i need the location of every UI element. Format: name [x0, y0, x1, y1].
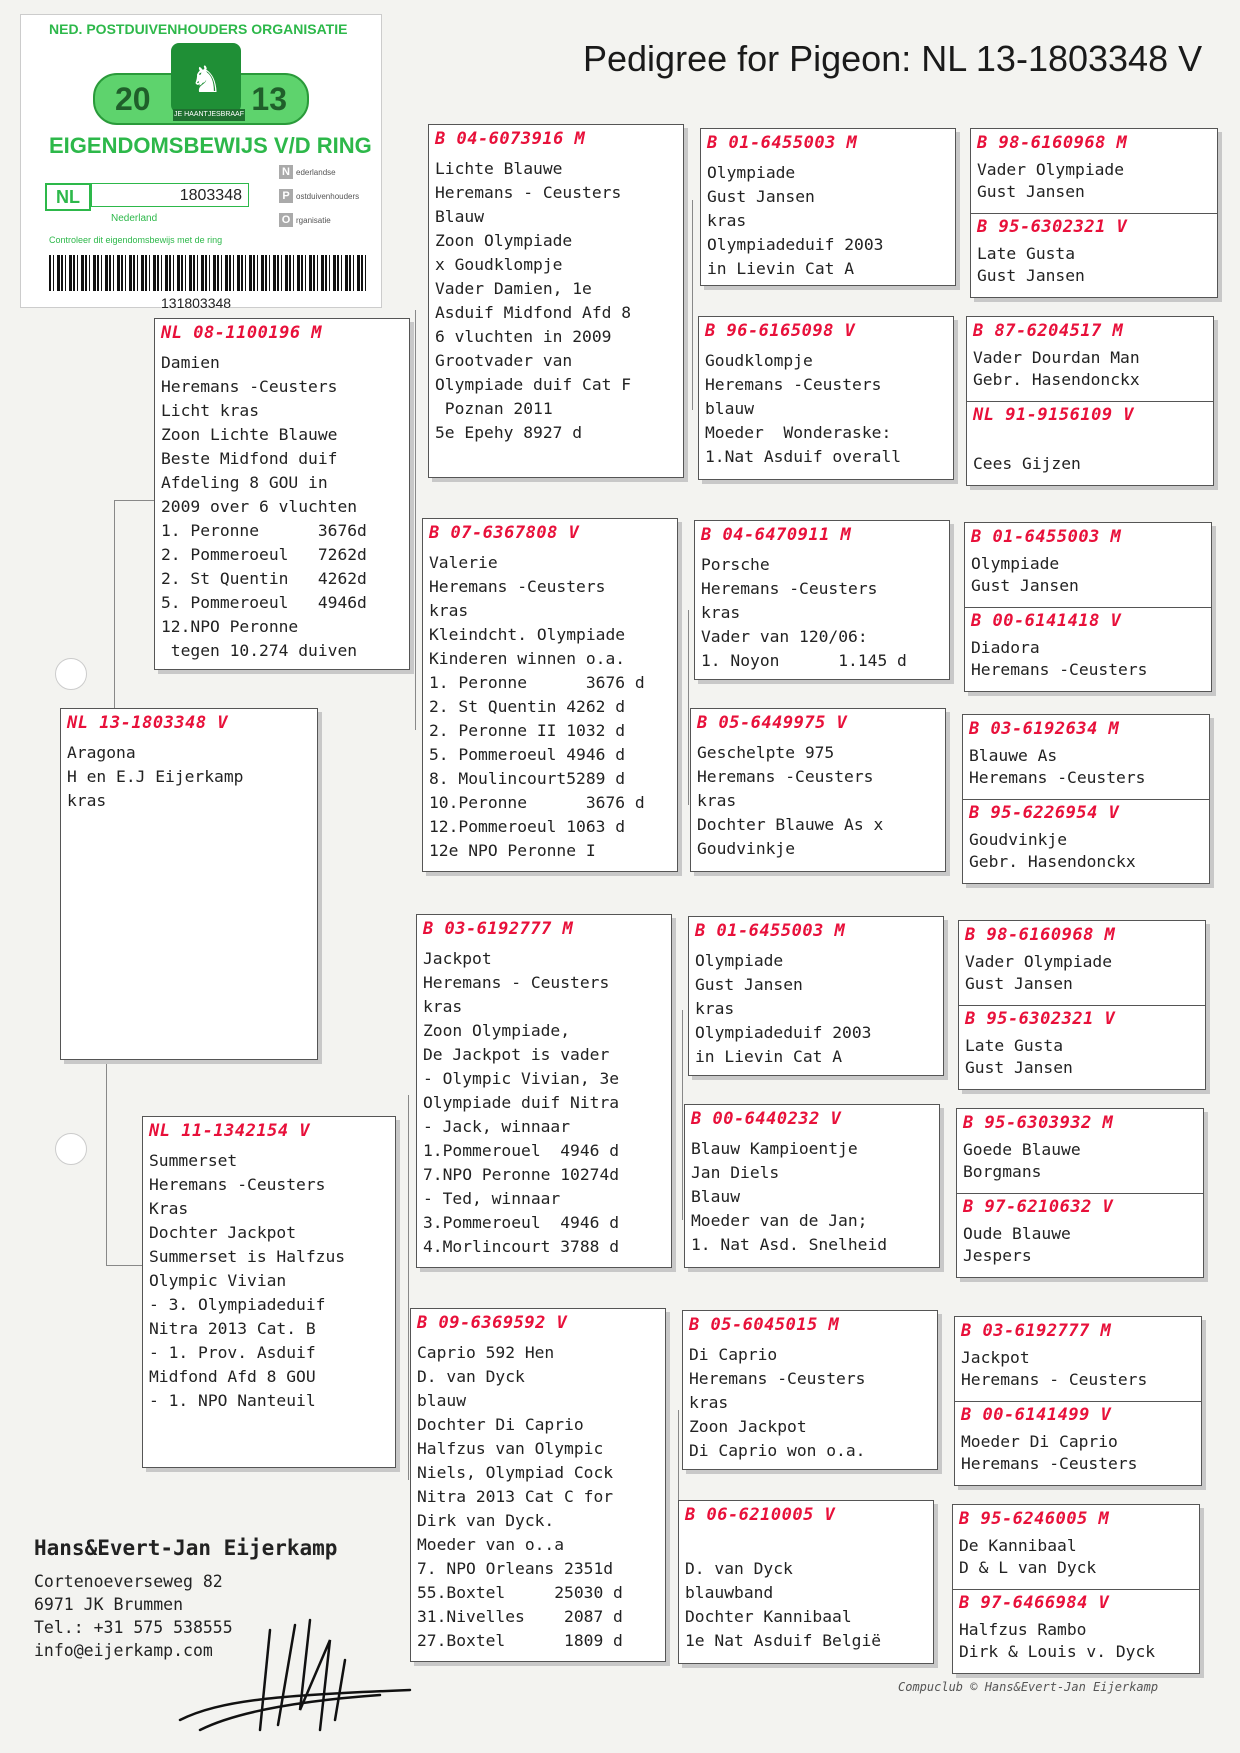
pigeon-details: Geschelpte 975 Heremans -Ceusters kras Dochter Blauwe As x Goudvinkje [697, 743, 884, 858]
pigeon-details: Vader Dourdan Man Gebr. Hasendonckx [973, 348, 1140, 389]
owner-phone: Tel.: +31 575 538555 [34, 1618, 233, 1637]
certificate-year-left: 20 [115, 81, 151, 117]
pigeon-details: Oude Blauwe Jespers [963, 1224, 1071, 1265]
pigeon-details: Summerset Heremans -Ceusters Kras Dochter Jackpot Summerset is Halfzus Olympic Vivian - 3. Olympiadeduif Nitra 2013 Cat. B - 1. Prov. Asduif Midfond Afd 8 GOU - 1. NPO Nanteuil [149, 1151, 346, 1410]
binder-hole [55, 658, 87, 690]
certificate-ring-number: 1803348 [91, 183, 249, 207]
pigeon-details: Di Caprio Heremans -Ceusters kras Zoon Jackpot Di Caprio won o.a. [689, 1345, 866, 1460]
pigeon-card-pair [962, 714, 1210, 884]
card-divider [959, 1005, 1205, 1006]
ring-number: B 04-6073916 M [435, 129, 586, 149]
pigeon-card-great-grandparent [698, 316, 954, 480]
certificate-heading: EIGENDOMSBEWIJS V/D RING [49, 133, 372, 158]
pigeon-details: Blauw Kampioentje Jan Diels Blauw Moeder van de Jan; 1. Nat Asd. Snelheid [691, 1139, 888, 1254]
pigeon-details: Olympiade Gust Jansen [971, 554, 1079, 595]
pigeon-details: Blauwe As Heremans -Ceusters [969, 746, 1146, 787]
ring-number: B 87-6204517 M [973, 321, 1124, 341]
binder-hole [55, 1133, 87, 1165]
ring-number: B 97-6466984 V [959, 1593, 1110, 1613]
npo-word-3: rganisatie [296, 216, 331, 225]
ring-number: B 04-6470911 M [701, 525, 852, 545]
card-divider [953, 1589, 1199, 1590]
pigeon-card-subject [60, 708, 318, 1060]
pigeon-card-pair [956, 1108, 1204, 1278]
pigeon-details: Olympiade Gust Jansen kras Olympiadeduif 2003 in Lievin Cat A [707, 163, 884, 278]
ring-number: NL 91-9156109 V [973, 405, 1135, 425]
card-divider [971, 213, 1217, 214]
card-divider [955, 1401, 1201, 1402]
ring-number: B 01-6455003 M [707, 133, 858, 153]
pigeon-details: Lichte Blauwe Heremans - Ceusters Blauw Zoon Olympiade x Goudklompje Vader Damien, 1e Asduif Midfond Afd 8 6 vluchten in 2009 Grootvader van Olympiade duif Cat F Poznan 2011 5e Epehy 8927 d [435, 159, 632, 442]
pigeon-card-grandparent [416, 914, 672, 1268]
certificate-banner: JE HAANTJESBRAAF [173, 109, 245, 121]
ring-number: B 01-6455003 M [695, 921, 846, 941]
ring-number: B 09-6369592 V [417, 1313, 568, 1333]
pigeon-details: Jackpot Heremans - Ceusters [961, 1348, 1148, 1389]
pigeon-details: Aragona H en E.J Eijerkamp kras [67, 743, 244, 810]
pigeon-card-pair [970, 128, 1218, 298]
pigeon-details: Vader Olympiade Gust Jansen [977, 160, 1125, 201]
npo-word-2: ostduivenhouders [296, 192, 360, 201]
pigeon-card-grandparent [422, 518, 678, 872]
connector-line [415, 310, 416, 730]
connector-line [682, 1010, 683, 1220]
connector-line [106, 1265, 146, 1266]
pigeon-card-great-grandparent [694, 520, 950, 680]
pigeon-card-sire [154, 318, 410, 670]
pigeon-details: Late Gusta Gust Jansen [977, 244, 1085, 285]
pigeon-card-pair [954, 1316, 1202, 1486]
npo-acronym: N ederlandse P ostduivenhouders O rganisatie [279, 161, 359, 233]
pigeon-details: Porsche Heremans -Ceusters kras Vader van 120/06: 1. Noyon 1.145 d [701, 555, 907, 670]
owner-email: info@eijerkamp.com [34, 1641, 213, 1660]
pigeon-details: Jackpot Heremans - Ceusters kras Zoon Olympiade, De Jackpot is vader - Olympic Vivian, 3e Olympiade duif Nitra - Jack, winnaar 1.Pommerouel 4946 d 7.NPO Peronne 10274d - Ted, winnaar 3.Pommeroeul 4946 d 4.Morlincourt 3788 d [423, 949, 620, 1256]
card-divider [965, 607, 1211, 608]
pigeon-details: Damien Heremans -Ceusters Licht kras Zoon Lichte Blauwe Beste Midfond duif Afdeling 8 GOU in 2009 over 6 vluchten 1. Peronne 3676d 2. Pommeroeul 7262d 2. St Quentin 4262d 5. Pommeroeul 4946d 12.NPO Peronne tegen 10.274 duiven [161, 353, 367, 660]
connector-line [692, 200, 693, 410]
ring-number: B 01-6455003 M [971, 527, 1122, 547]
pigeon-card-grandparent [410, 1308, 666, 1662]
owner-city: 6971 JK Brummen [34, 1595, 184, 1614]
pigeon-card-pair [964, 522, 1212, 692]
connector-line [408, 1095, 409, 1480]
pigeon-card-great-grandparent [688, 916, 944, 1076]
card-divider [963, 799, 1209, 800]
pigeon-card-great-grandparent [678, 1500, 934, 1664]
pigeon-details: De Kannibaal D & L van Dyck [959, 1536, 1097, 1577]
ring-number: B 95-6302321 V [965, 1009, 1116, 1029]
connector-line [106, 1060, 107, 1265]
certificate-note: Controleer dit eigendomsbewijs met de ring [49, 235, 223, 245]
ring-number: B 03-6192777 M [961, 1321, 1112, 1341]
pigeon-card-pair [966, 316, 1214, 486]
ring-number: B 98-6160968 M [965, 925, 1116, 945]
pigeon-details: D. van Dyck blauwband Dochter Kannibaal 1e Nat Asduif België [685, 1559, 882, 1650]
owner-street: Cortenoeverseweg 82 [34, 1572, 223, 1591]
barcode-number: 131803348 [161, 295, 232, 311]
pigeon-card-dam [142, 1116, 396, 1468]
pigeon-card-pair [952, 1504, 1200, 1674]
ring-number: B 05-6449975 V [697, 713, 848, 733]
pigeon-details: Cees Gijzen [973, 454, 1081, 473]
pigeon-card-grandparent [428, 124, 684, 478]
owner-name: Hans&Evert-Jan Eijerkamp [34, 1536, 338, 1560]
pigeon-details: Caprio 592 Hen D. van Dyck blauw Dochter Di Caprio Halfzus van Olympic Niels, Olympiad Cock Nitra 2013 Cat C for Dirk van Dyck. Moeder van o..a 7. NPO Orleans 2351d 55.Boxtel 25030 d 31.Nivelles 2087 d 27.Boxtel 1809 d [417, 1343, 623, 1650]
ring-number: B 06-6210005 V [685, 1505, 836, 1525]
pigeon-card-great-grandparent [684, 1104, 940, 1268]
certificate-org: NED. POSTDUIVENHOUDERS ORGANISATIE [49, 21, 348, 37]
ring-number: B 03-6192634 M [969, 719, 1120, 739]
pigeon-details: Late Gusta Gust Jansen [965, 1036, 1073, 1077]
ring-number: B 96-6165098 V [705, 321, 856, 341]
ring-number: NL 08-1100196 M [161, 323, 323, 343]
card-divider [967, 401, 1213, 402]
certificate-country: Nederland [111, 213, 158, 224]
signature-icon [160, 1600, 420, 1740]
card-divider [957, 1193, 1203, 1194]
ring-number: B 00-6141418 V [971, 611, 1122, 631]
ring-number: NL 11-1342154 V [149, 1121, 311, 1141]
ring-number: B 95-6246005 M [959, 1509, 1110, 1529]
pigeon-card-great-grandparent [682, 1310, 938, 1470]
barcode [49, 255, 369, 291]
connector-line [114, 500, 115, 708]
pigeon-details: Olympiade Gust Jansen kras Olympiadeduif 2003 in Lievin Cat A [695, 951, 872, 1066]
ring-number: B 98-6160968 M [977, 133, 1128, 153]
pigeon-details: Goudklompje Heremans -Ceusters blauw Moeder Wonderaske: 1.Nat Asduif overall [705, 351, 902, 466]
pigeon-card-great-grandparent [690, 708, 946, 872]
ring-number: B 07-6367808 V [429, 523, 580, 543]
ring-number: B 95-6302321 V [977, 217, 1128, 237]
npo-word-1: ederlandse [296, 168, 336, 177]
ring-number: B 95-6226954 V [969, 803, 1120, 823]
pigeon-card-great-grandparent [700, 128, 956, 286]
lion-logo-icon: ♞ [171, 43, 241, 113]
pigeon-card-pair [958, 920, 1206, 1090]
footer-credit: Compuclub © Hans&Evert-Jan Eijerkamp [898, 1680, 1159, 1694]
pigeon-details: Goede Blauwe Borgmans [963, 1140, 1081, 1181]
ring-number: B 00-6141499 V [961, 1405, 1112, 1425]
certificate-year-right: 13 [251, 81, 287, 117]
connector-line [114, 500, 159, 501]
ring-number: B 00-6440232 V [691, 1109, 842, 1129]
pigeon-details: Moeder Di Caprio Heremans -Ceusters [961, 1432, 1138, 1473]
ring-number: B 95-6303932 M [963, 1113, 1114, 1133]
pigeon-details: Goudvinkje Gebr. Hasendonckx [969, 830, 1136, 871]
pigeon-details: Valerie Heremans -Ceusters kras Kleindcht. Olympiade Kinderen winnen o.a. 1. Peronne 3676 d 2. St Quentin 4262 d 2. Peronne II 1032 d 5. Pommeroeul 4946 d 8. Moulincourt5289 d 10.Peronne 3676 d 12.Pommeroeul 1063 d 12e NPO Peronne I [429, 553, 645, 860]
ring-number: B 97-6210632 V [963, 1197, 1114, 1217]
ownership-certificate [20, 14, 382, 311]
pigeon-details: Halfzus Rambo Dirk & Louis v. Dyck [959, 1620, 1156, 1661]
page-title: Pedigree for Pigeon: NL 13-1803348 V [583, 38, 1203, 79]
certificate-country-code: NL [45, 183, 91, 211]
ring-number: B 05-6045015 M [689, 1315, 840, 1335]
pigeon-details: Diadora Heremans -Ceusters [971, 638, 1148, 679]
connector-line [688, 610, 689, 805]
pigeon-details: Vader Olympiade Gust Jansen [965, 952, 1113, 993]
ring-number: B 03-6192777 M [423, 919, 574, 939]
ring-number: NL 13-1803348 V [67, 713, 229, 733]
